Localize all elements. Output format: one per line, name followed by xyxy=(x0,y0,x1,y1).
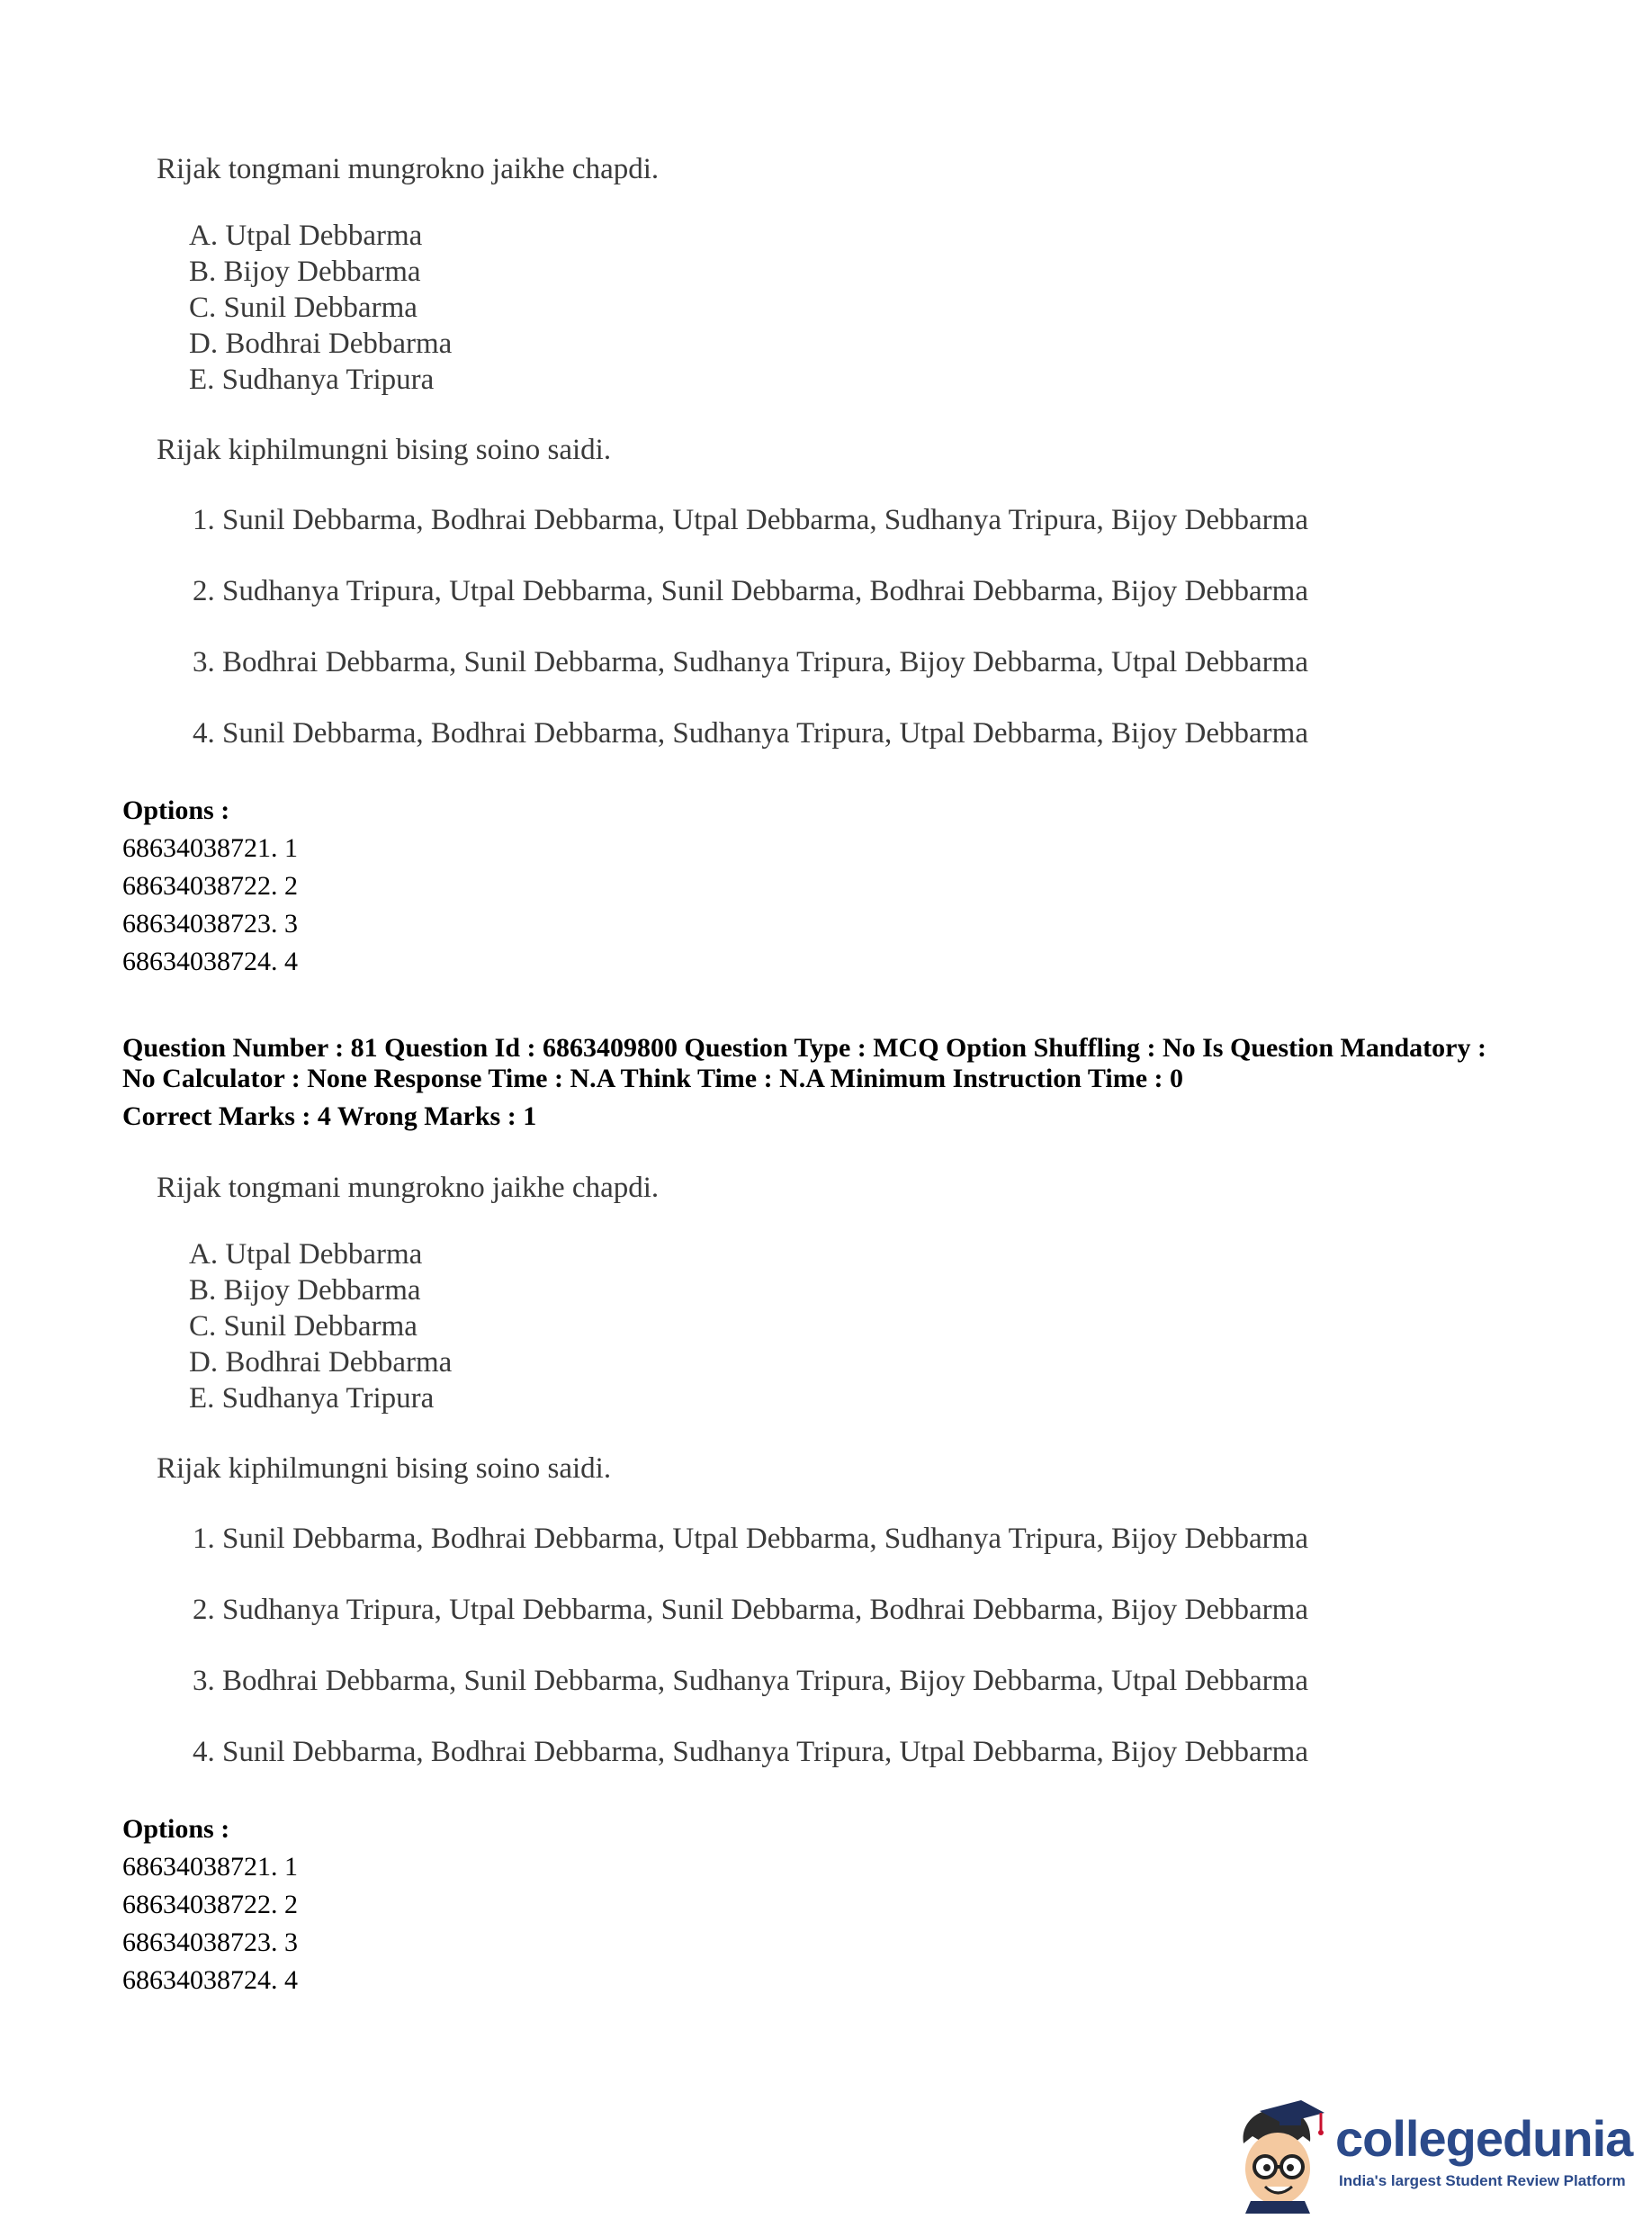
options-label: Options : xyxy=(122,1814,230,1844)
marks-line: Correct Marks : 4 Wrong Marks : 1 xyxy=(122,1101,537,1131)
option-item: 68634038724. 4 xyxy=(122,947,298,976)
student-mascot-icon xyxy=(1224,2097,1332,2214)
list-item: A. Utpal Debbarma xyxy=(189,1238,423,1271)
collegedunia-logo[interactable] xyxy=(1224,2097,1638,2214)
list-item: B. Bijoy Debbarma xyxy=(189,256,421,288)
option-item: 68634038722. 2 xyxy=(122,1890,298,1919)
option-item: 68634038723. 3 xyxy=(122,1927,298,1957)
question-prompt: Rijak tongmani mungrokno jaikhe chapdi. xyxy=(157,153,660,185)
list-item: 1. Sunil Debbarma, Bodhrai Debbarma, Utpal Debbarma, Sudhanya Tripura, Bijoy Debbarma xyxy=(193,504,1308,536)
options-list xyxy=(122,792,298,981)
question-instruction: Rijak kiphilmungni bising soino saidi. xyxy=(157,434,612,466)
list-item: 2. Sudhanya Tripura, Utpal Debbarma, Sunil Debbarma, Bodhrai Debbarma, Bijoy Debbarma xyxy=(193,1594,1308,1626)
list-item: D. Bodhrai Debbarma xyxy=(189,1346,453,1379)
list-item: C. Sunil Debbarma xyxy=(189,1310,417,1343)
list-item: 4. Sunil Debbarma, Bodhrai Debbarma, Sudhanya Tripura, Utpal Debbarma, Bijoy Debbarma xyxy=(193,717,1308,750)
logo-tagline: India's largest Student Review Platform xyxy=(1339,2172,1626,2189)
list-item: 1. Sunil Debbarma, Bodhrai Debbarma, Utpal Debbarma, Sudhanya Tripura, Bijoy Debbarma xyxy=(193,1523,1308,1555)
list-item: E. Sudhanya Tripura xyxy=(189,364,435,396)
question-meta xyxy=(122,1033,1562,1132)
list-item: 3. Bodhrai Debbarma, Sunil Debbarma, Sudhanya Tripura, Bijoy Debbarma, Utpal Debbarma xyxy=(193,646,1308,678)
list-item: A. Utpal Debbarma xyxy=(189,220,423,252)
option-item: 68634038722. 2 xyxy=(122,871,298,901)
list-item: 4. Sunil Debbarma, Bodhrai Debbarma, Sudhanya Tripura, Utpal Debbarma, Bijoy Debbarma xyxy=(193,1736,1308,1768)
question-image-1 xyxy=(153,153,1413,765)
options-list xyxy=(122,1810,298,1999)
question-meta-line: No Calculator : None Response Time : N.A Think Time : N.A Minimum Instruction Time : 0 xyxy=(122,1064,1183,1093)
logo-brand-text: collegedunia xyxy=(1335,2110,1633,2167)
list-item: 3. Bodhrai Debbarma, Sunil Debbarma, Sudhanya Tripura, Bijoy Debbarma, Utpal Debbarma xyxy=(193,1665,1308,1697)
list-item: 2. Sudhanya Tripura, Utpal Debbarma, Sunil Debbarma, Bodhrai Debbarma, Bijoy Debbarma xyxy=(193,575,1308,607)
list-item: B. Bijoy Debbarma xyxy=(189,1274,421,1307)
option-item: 68634038723. 3 xyxy=(122,909,298,939)
question-meta-line: Question Number : 81 Question Id : 6863409800 Question Type : MCQ Option Shuffling : No Is Question Mandatory : xyxy=(122,1033,1486,1063)
question-instruction: Rijak kiphilmungni bising soino saidi. xyxy=(157,1452,612,1485)
list-item: C. Sunil Debbarma xyxy=(189,292,417,324)
options-label: Options : xyxy=(122,795,230,825)
option-item: 68634038721. 1 xyxy=(122,833,298,863)
list-item: D. Bodhrai Debbarma xyxy=(189,328,453,360)
question-image-2 xyxy=(153,1172,1413,1783)
question-prompt: Rijak tongmani mungrokno jaikhe chapdi. xyxy=(157,1172,660,1204)
list-item: E. Sudhanya Tripura xyxy=(189,1382,435,1415)
option-item: 68634038724. 4 xyxy=(122,1965,298,1995)
option-item: 68634038721. 1 xyxy=(122,1852,298,1882)
